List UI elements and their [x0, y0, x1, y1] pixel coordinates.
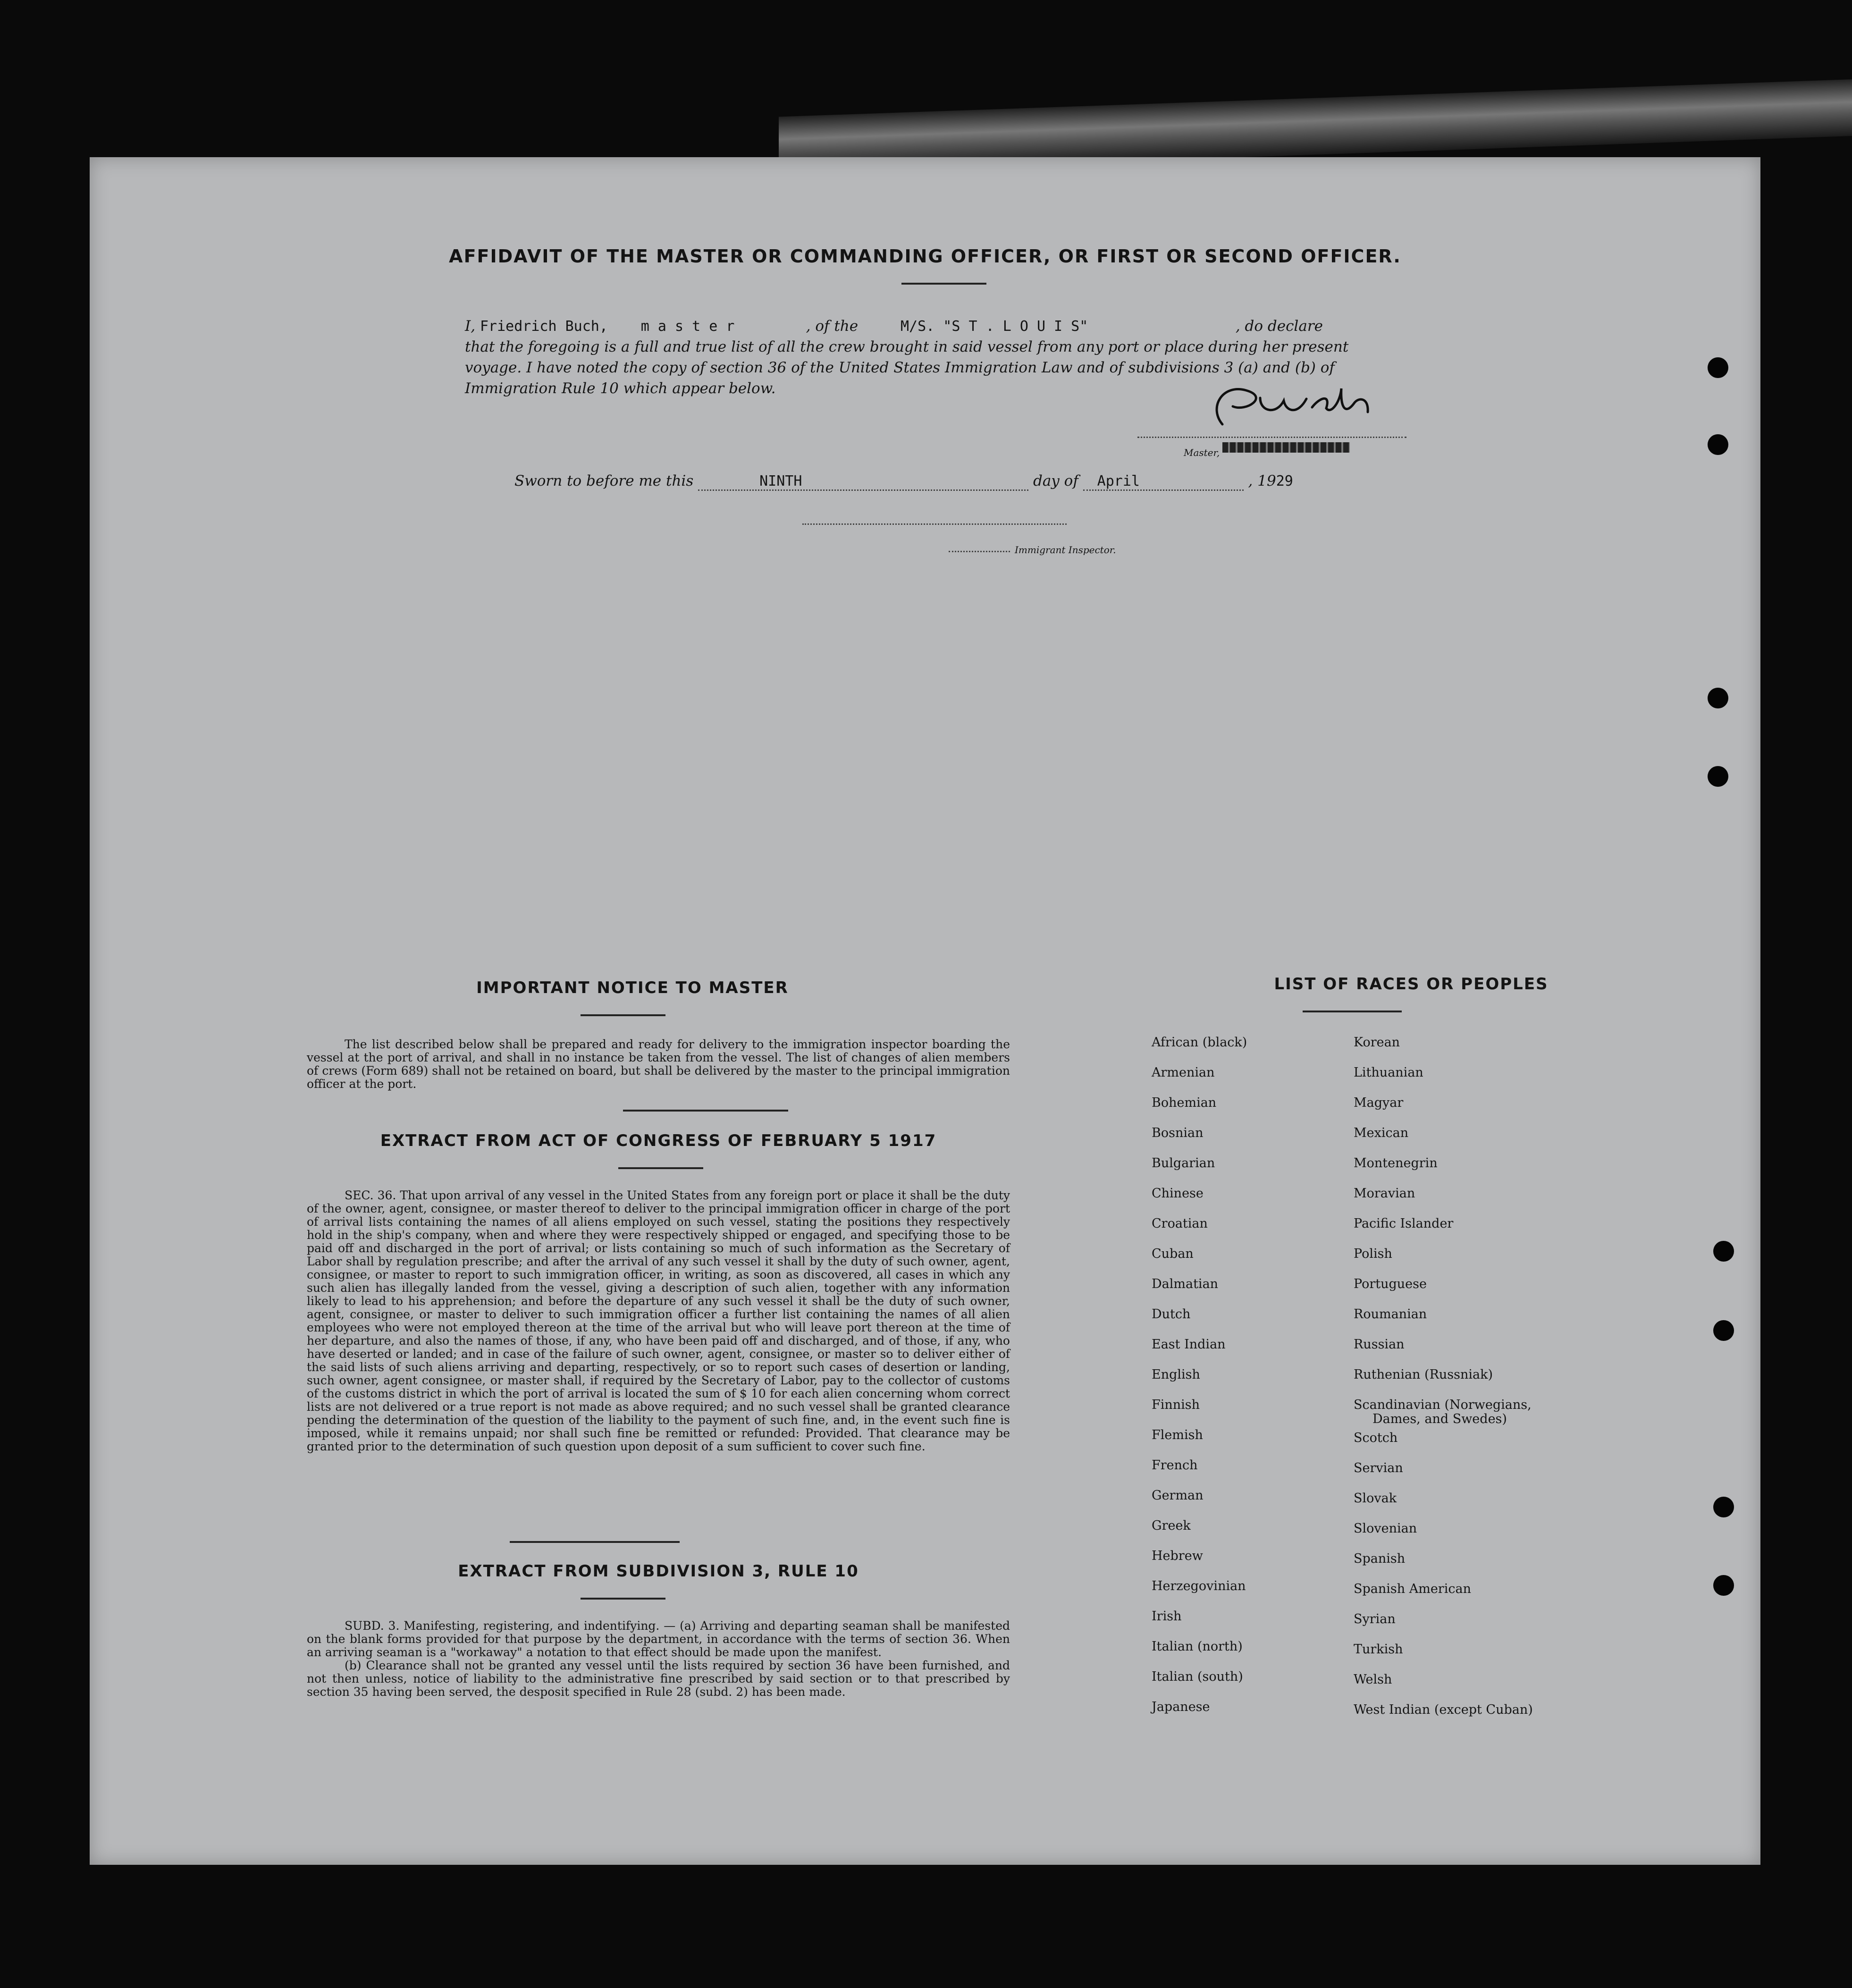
punch-hole: [1713, 1497, 1734, 1517]
race-item: Pacific Islander: [1354, 1216, 1454, 1231]
sworn-day: NINTH: [698, 473, 1028, 491]
act-title: EXTRACT FROM ACT OF CONGRESS OF FEBRUARY 5 1917: [380, 1131, 937, 1150]
inspector-label-line: [949, 551, 1010, 552]
vessel-name: M/S. "S T . L O U I S": [900, 318, 1088, 335]
document-sheet: [90, 157, 1760, 1865]
race-item: Russian: [1354, 1337, 1405, 1352]
race-item: Irish: [1152, 1609, 1182, 1624]
race-item: Magyar: [1354, 1095, 1404, 1110]
race-item: Hebrew: [1152, 1549, 1203, 1563]
race-item: Slovak: [1354, 1491, 1397, 1506]
notice-divider: [581, 1014, 665, 1016]
race-item: Italian (south): [1152, 1669, 1243, 1684]
race-item: Lithuanian: [1354, 1065, 1423, 1080]
races-title: LIST OF RACES OR PEOPLES: [1274, 975, 1549, 994]
struck-text: [1222, 442, 1350, 453]
race-item: Italian (north): [1152, 1639, 1243, 1654]
race-item: Herzegovinian: [1152, 1579, 1246, 1593]
race-item: Finnish: [1152, 1398, 1200, 1412]
race-item: Moravian: [1354, 1186, 1415, 1201]
race-item: Dutch: [1152, 1307, 1191, 1322]
rule-divider: [581, 1598, 665, 1600]
notice-paragraph: The list described below shall be prepared and ready for delivery to the immigration inspector boarding the vessel at the port of arrival, and shall in no instance be taken from the vessel. The list of changes of alien members of crews (Form 689) shall not be retained on board, but shall be delivered by the master to the principal immigration officer at the port.: [307, 1037, 1010, 1091]
year-prefix: , 19: [1248, 472, 1276, 489]
race-item: Cuban: [1152, 1247, 1194, 1261]
inspector-signature-line: [802, 523, 1067, 525]
declaration-line-4: Immigration Rule 10 which appear below.: [465, 380, 776, 397]
race-item: Spanish: [1354, 1551, 1406, 1566]
punch-hole: [1713, 1320, 1734, 1341]
race-item: Mexican: [1354, 1126, 1409, 1140]
race-item: Korean: [1354, 1035, 1400, 1050]
declaration-line-2: that the foregoing is a full and true list of all the crew brought in said vessel from any port or place during her present: [465, 338, 1349, 355]
signature-line: [1137, 437, 1406, 438]
race-item: Bosnian: [1152, 1126, 1204, 1140]
race-item: Greek: [1152, 1518, 1191, 1533]
notice-title: IMPORTANT NOTICE TO MASTER: [476, 978, 789, 997]
rule-paragraph-a: SUBD. 3. Manifesting, registering, and indentifying. — (a) Arriving and departing seaman shall be manifested on the blank forms provided for that purpose by the department, in accordance with the terms of section 36. When an arriving seaman is a "workaway" a notation to that effect should be made upon the manifest.: [307, 1619, 1010, 1659]
race-item: Dames, and Swedes): [1372, 1412, 1507, 1426]
rule-paragraph-b: (b) Clearance shall not be granted any vessel until the lists required by section 36 have been furnished, and not then unless, notice of liability to the administrative fine prescribed by said section or to that prescribed by section 35 having been served, the desposit specified in Rule 28 (subd. 2) has been made.: [307, 1659, 1010, 1699]
race-item: Portuguese: [1354, 1277, 1427, 1291]
day-of-text: day of: [1033, 472, 1078, 489]
punch-hole: [1708, 688, 1728, 708]
act-divider: [618, 1167, 703, 1169]
declaration-i: I,: [465, 318, 476, 335]
race-item: Flemish: [1152, 1428, 1203, 1442]
race-item: Bulgarian: [1152, 1156, 1215, 1171]
race-item: East Indian: [1152, 1337, 1226, 1352]
race-item: French: [1152, 1458, 1198, 1473]
race-item: Welsh: [1354, 1672, 1392, 1687]
declaration-do-declare: , do declare: [1235, 318, 1323, 335]
race-item: West Indian (except Cuban): [1354, 1702, 1533, 1717]
declaration-line-3: voyage. I have noted the copy of section 36 of the United States Immigration Law and of subdivisions 3 (a) and (b) of: [465, 359, 1335, 376]
rule-text: [307, 1619, 1010, 1699]
master-signature: [1189, 379, 1477, 431]
sworn-month: April: [1083, 473, 1244, 491]
race-item: Polish: [1354, 1247, 1392, 1261]
race-item: Servian: [1354, 1461, 1403, 1475]
rule-title: EXTRACT FROM SUBDIVISION 3, RULE 10: [458, 1562, 859, 1581]
act-text: [307, 1189, 1010, 1453]
declarant-name: Friedrich Buch,: [480, 318, 608, 335]
race-item: Roumanian: [1354, 1307, 1427, 1322]
title-divider: [901, 283, 986, 285]
race-item: Scandinavian (Norwegians,: [1354, 1398, 1532, 1412]
race-item: Chinese: [1152, 1186, 1204, 1201]
sworn-year: 29: [1276, 473, 1293, 489]
race-item: Montenegrin: [1354, 1156, 1438, 1171]
race-item: Scotch: [1354, 1431, 1398, 1445]
declarant-title: m a s t e r: [640, 318, 735, 335]
sworn-text: Sworn to before me this: [514, 472, 694, 489]
declaration-of-the: , of the: [806, 318, 859, 335]
notice-text: [307, 1038, 1010, 1091]
act-paragraph: SEC. 36. That upon arrival of any vessel in the United States from any foreign port or place it shall be the duty of the owner, agent, consignee, or master thereof to deliver to the principal immigration officer in charge of the port of arrival lists containing the names of all aliens employed on such vessel, stating the positions they respectively hold in the ship's company, when and where they were respectively shipped or engaged, and specifying those to be paid off and discharged in the port of arrival; or lists containing so much of such information as the Secretary of Labor shall by regulation prescribe; and after the arrival of any such vessel it shall by the duty of such owner, agent, consignee, or master to report to such immigration officer, in writing, as soon as discovered, all cases in which any such alien has illegally landed from the vessel, giving a description of such alien, together with any information likely to lead to his apprehension; and before the departure of any such vessel it shall be the duty of such owner, agent, consignee, or master to deliver to such immigration officer a further list containing the names of all alien employees who were not employed thereon at the time of the arrival but who will leave port thereon at the time of her departure, and also the names of those, if any, who have been paid off and discharged, and of those, if any, who have deserted or landed; and in case of the failure of such owner, agent, consignee, or master so to deliver either of the said lists of such aliens arriving and departing, respectively, or so to report such cases of desertion or landing, such owner, agent consignee, or master shall, if required by the Secretary of Labor, pay to the collector of customs of the customs district in which the port of arrival is located the sum of $ 10 for each alien concerning whom correct lists are not delivered or a true report is not made as above required; and no such vessel shall be granted clearance pending the determination of the question of the liability to the payment of such fine, and, in the event such fine is imposed, while it remains unpaid; nor shall such fine be remitted or refunded: Provided. That clearance may be granted prior to the determination of such question upon deposit of a sum sufficient to cover such fine.: [307, 1188, 1010, 1453]
sworn-line: [514, 472, 1293, 491]
punch-hole: [1713, 1575, 1734, 1596]
race-item: African (black): [1152, 1035, 1247, 1050]
race-item: Croatian: [1152, 1216, 1208, 1231]
act-end-divider: [510, 1541, 680, 1543]
race-item: Dalmatian: [1152, 1277, 1219, 1291]
race-item: Ruthenian (Russniak): [1354, 1367, 1493, 1382]
race-item: German: [1152, 1488, 1204, 1503]
race-item: Japanese: [1152, 1700, 1210, 1714]
races-divider: [1303, 1011, 1402, 1012]
race-item: Slovenian: [1354, 1521, 1417, 1536]
race-item: Syrian: [1354, 1612, 1396, 1626]
master-label: Master,: [1184, 447, 1220, 458]
race-item: Bohemian: [1152, 1095, 1217, 1110]
race-item: English: [1152, 1367, 1200, 1382]
punch-hole: [1708, 434, 1728, 455]
affidavit-title: AFFIDAVIT OF THE MASTER OR COMMANDING OFFICER, OR FIRST OR SECOND OFFICER.: [449, 246, 1401, 267]
race-item: Spanish American: [1354, 1582, 1471, 1596]
punch-hole: [1713, 1241, 1734, 1262]
punch-hole: [1708, 357, 1728, 378]
notice-end-divider: [623, 1110, 788, 1112]
immigrant-inspector-label: Immigrant Inspector.: [1015, 544, 1116, 556]
punch-hole: [1708, 766, 1728, 787]
race-item: Armenian: [1152, 1065, 1215, 1080]
race-item: Turkish: [1354, 1642, 1403, 1657]
